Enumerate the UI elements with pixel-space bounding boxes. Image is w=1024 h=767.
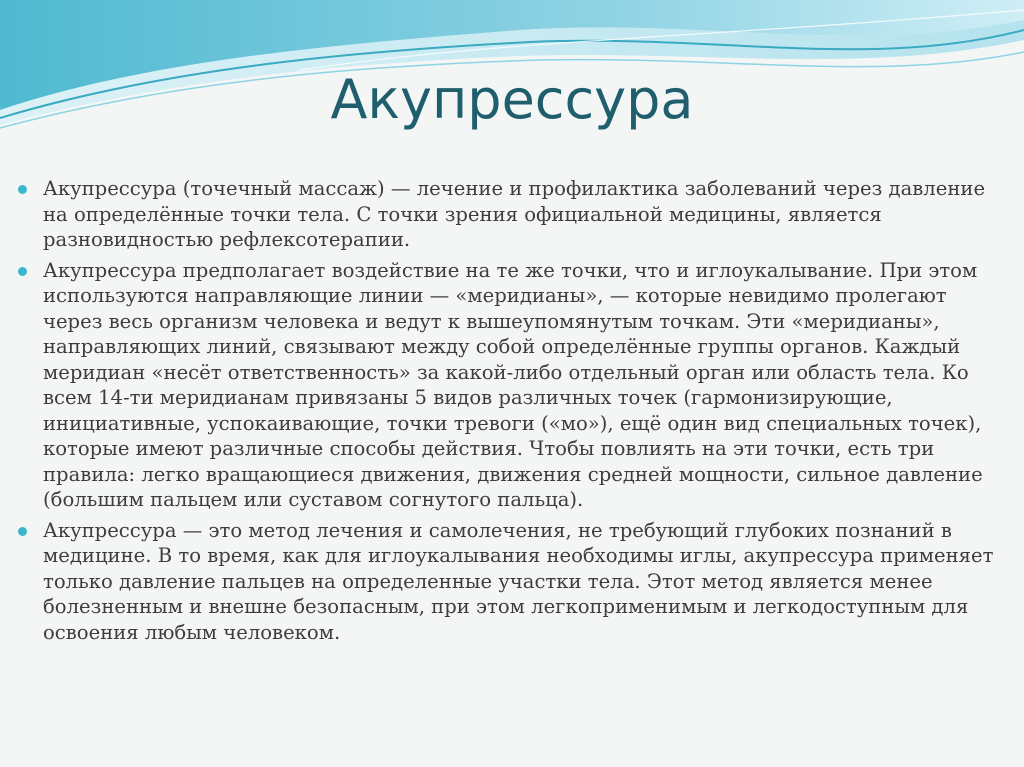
bullet-text: Акупрессура (точечный массаж) — лечение и профилактика заболеваний через давление на определённые точки тела. С точки зрения официальной медицины, является разновидностью рефлексотерапии. bbox=[43, 177, 986, 251]
slide-title: Акупрессура bbox=[330, 68, 694, 131]
bullet-text: Акупрессура предполагает воздействие на те же точки, что и иглоукалывание. При этом используются направляющие линии — «меридианы», — которые невидимо пролегают через весь организм человека и ведут к вышеупомянутым точкам. Эти «меридианы», направляющих линий, связывают между собой определённые группы органов. Каждый меридиан «несёт ответственность» за какой-либо отдельный орган или область тела. Ко всем 14-ти меридианам привязаны 5 видов различных точек (гармонизирующие, инициативные, успокаивающие, точки тревоги («мо»), ещё один вид специальных точек), которые имеют различные способы действия. Чтобы повлиять на эти точки, есть три правила: легко вращающиеся движения, движения средней мощности, сильное давление (большим пальцем или суставом согнутого пальца). bbox=[43, 258, 983, 511]
bullet-text: Акупрессура — это метод лечения и самолечения, не требующий глубоких познаний в медицине. В то время, как для иглоукалывания необходимы иглы, акупрессура применяет только давление пальцев на определенные участки тела. Этот метод является менее болезненным и внешне безопасным, при этом легкоприменимым и легкодоступным для освоения любым человеком. bbox=[43, 518, 994, 644]
list-item bbox=[16, 518, 1001, 646]
bullet-list bbox=[16, 176, 1001, 650]
bullet-icon bbox=[18, 527, 27, 536]
list-item bbox=[16, 258, 1001, 513]
bullet-icon bbox=[18, 267, 27, 276]
list-item bbox=[16, 176, 1001, 253]
bullet-icon bbox=[18, 185, 27, 194]
